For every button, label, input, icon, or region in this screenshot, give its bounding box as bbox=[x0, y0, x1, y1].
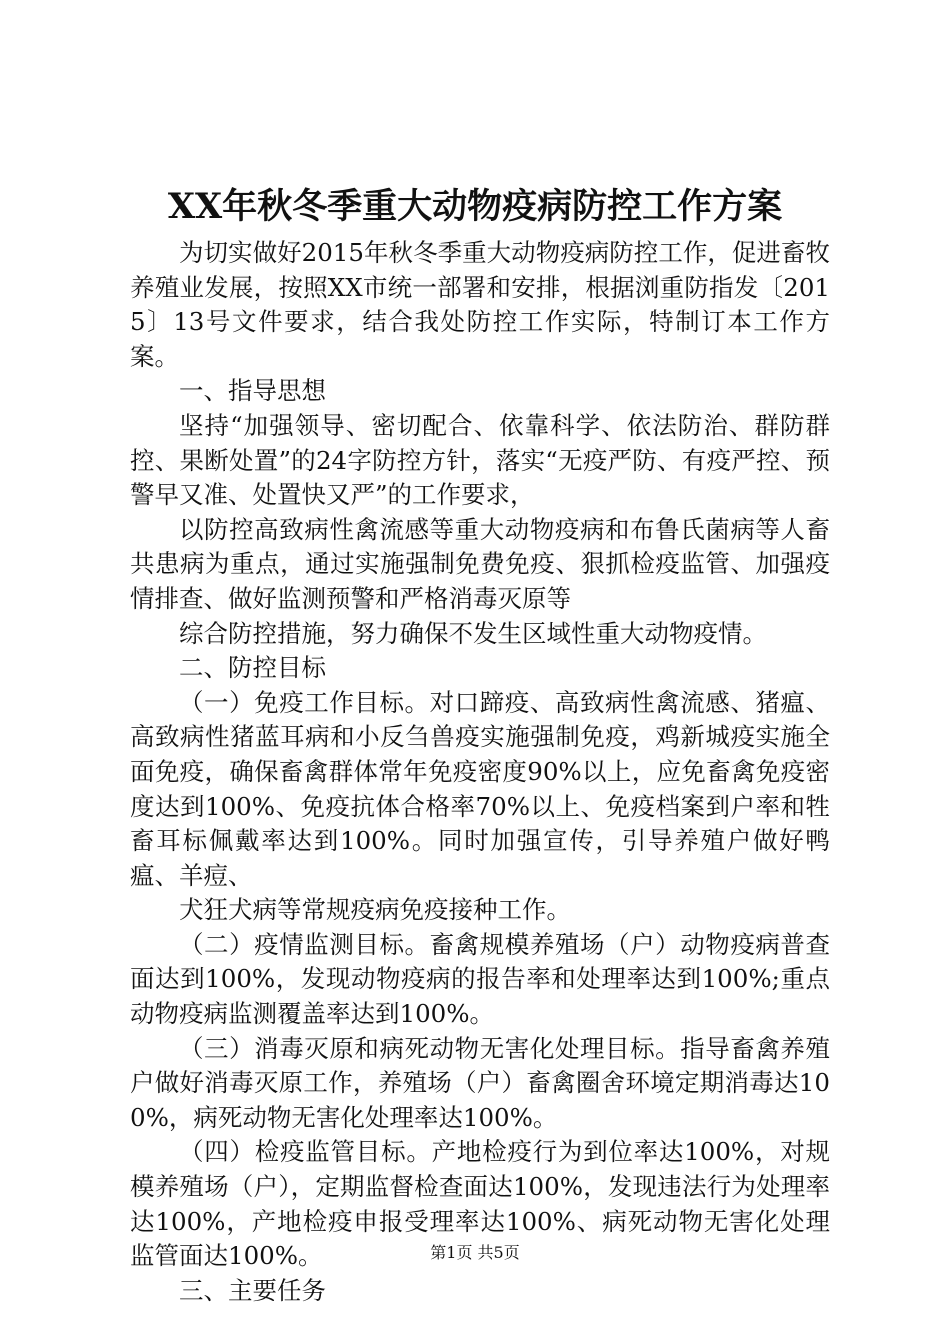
page-number-footer: 第1页 共5页 bbox=[430, 1243, 520, 1262]
paragraph-monitoring-goal: （二）疫情监测目标。畜禽规模养殖场（户）动物疫病普查面达到100%，发现动物疫病的报告率和处理率达到100%;重点动物疫病监测覆盖率达到100%。 bbox=[130, 929, 830, 1029]
intro-paragraph: 为切实做好2015年秋冬季重大动物疫病防控工作，促进畜牧养殖业发展，按照XX市统一部署和安排，根据浏重防指发〔2015〕13号文件要求，结合我处防控工作实际，特制订本工作方案。 bbox=[130, 238, 830, 371]
section-heading-guiding-ideology: 一、指导思想 bbox=[179, 376, 326, 406]
paragraph-focus: 以防控高致病性禽流感等重大动物疫病和布鲁氏菌病等人畜共患病为重点，通过实施强制免费免疫、狠抓检疫监管、加强疫情排查、做好监测预警和严格消毒灭原等 bbox=[130, 514, 830, 613]
paragraph-immunization-goal: （一）免疫工作目标。对口蹄疫、高致病性禽流感、猪瘟、高致病性猪蓝耳病和小反刍兽疫实施强制免疫，鸡新城疫实施全面免疫，确保畜禽群体常年免疫密度90%以上，应免畜禽免疫密度达到100%、免疫抗体合格率70%以上、免疫档案到户率和牲畜耳标佩戴率达到100%。同时加强宣传，引导养殖户做好鸭瘟、羊痘、 bbox=[130, 687, 830, 890]
paragraph-inspection-goal: （四）检疫监管目标。产地检疫行为到位率达100%，对规模养殖场（户），定期监督检查面达100%，发现违法行为处理率达100%，产地检疫申报受理率达100%、病死动物无害化处理监管面达100%。 bbox=[130, 1137, 830, 1271]
paragraph-guiding-policy: 坚持“加强领导、密切配合、依靠科学、依法防治、群防群控、果断处置”的24字防控方针，落实“无疫严防、有疫严控、预警早又准、处置快又严”的工作要求， bbox=[130, 410, 830, 510]
section-heading-goals: 二、防控目标 bbox=[179, 653, 326, 683]
paragraph-comprehensive-measures: 综合防控措施，努力确保不发生区域性重大动物疫情。 bbox=[179, 618, 767, 648]
paragraph-disinfection-goal: （三）消毒灭原和病死动物无害化处理目标。指导畜禽养殖户做好消毒灭原工作，养殖场（户）畜禽圈舍环境定期消毒达100%，病死动物无害化处理率达100%。 bbox=[130, 1033, 830, 1132]
paragraph-rabies: 犬狂犬病等常规疫病免疫接种工作。 bbox=[179, 895, 571, 925]
document-title: XX年秋冬季重大动物疫病防控工作方案 bbox=[167, 186, 783, 227]
document-body bbox=[130, 236, 830, 1308]
section-heading-main-tasks: 三、主要任务 bbox=[179, 1275, 326, 1305]
